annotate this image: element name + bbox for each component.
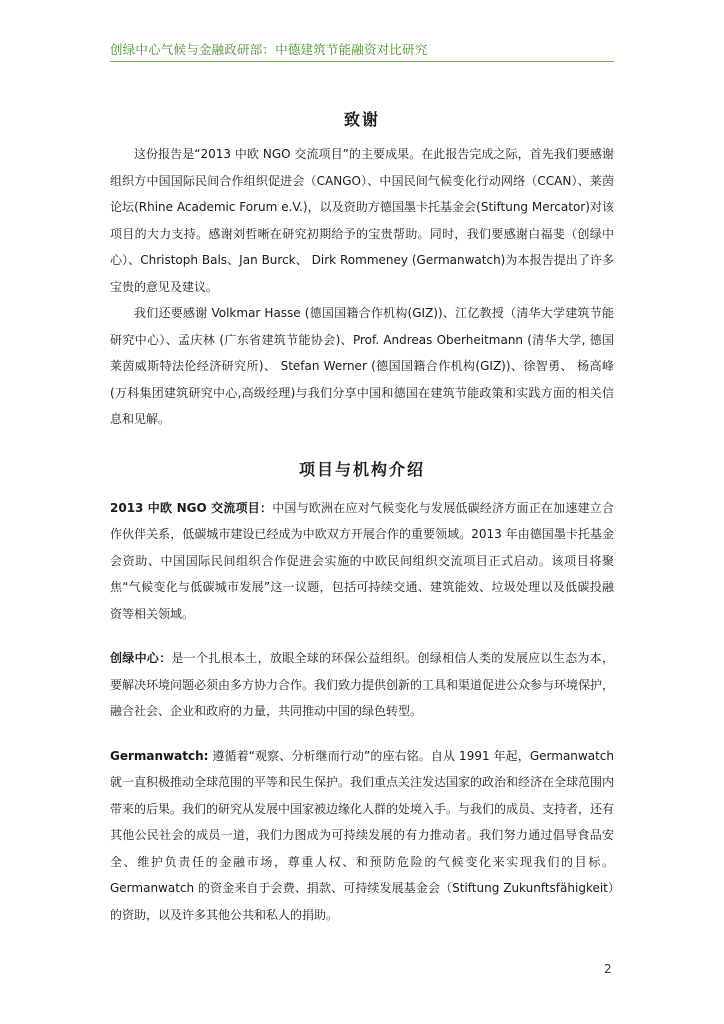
acknowledgements-title: 致谢	[343, 110, 380, 129]
institution-intro-cango-project	[110, 495, 614, 628]
institution-lead: 2013 中欧 NGO 交流项目：	[110, 500, 273, 515]
page-number: 2	[604, 962, 612, 976]
acknowledgements-paragraph-2: 我们还要感谢 Volkmar Hasse (德国国籍合作机构(GIZ))、江亿教授（清华大学建筑节能研究中心）、孟庆林 (广东省建筑节能协会)、Prof. Andreas Oberheitmann (清华大学, 德国莱茵威斯特法伦经济研究所)、 Stefan Werner (德国国籍合作机构(GIZ))、徐智勇、 杨高峰(万科集团建筑研究中心,高级经理)与我们分享中国和德国在建筑节能政策和实践方面的相关信息和见解。	[110, 306, 614, 426]
header-divider	[110, 61, 614, 62]
acknowledgements-paragraph-1: 这份报告是“2013 中欧 NGO 交流项目”的主要成果。在此报告完成之际，首先我们要感谢组织方中国国际民间合作组织促进会（CANGO）、中国民间气候变化行动网络（CCAN）、莱茵论坛(Rhine Academic Forum e.V.)，以及资助方德国墨卡托基金会(Stiftung Mercator)对该项目的大力支持。感谢刘哲晰在研究初期给予的宝贵帮助。同时，我们要感谢白福斐（创绿中心）、Christoph Bals、Jan Burck、 Dirk Rommeney (Germanwatch)为本报告提出了许多宝贵的意见及建议。	[110, 147, 614, 294]
institution-lead: 创绿中心：	[110, 651, 172, 665]
institution-intro-greenovation	[110, 645, 614, 725]
institution-text: 遵循着“观察、分析继而行动”的座右铭。自从 1991 年起，Germanwatch 就一直积极推动全球范围的平等和民生保护。我们重点关注发达国家的政治和经济在全球范围内带来的后果。我们的研究从发展中国家被边缘化人群的处境入手。与我们的成员、支持者，还有其他公民社会的成员一道，我们力图成为可持续发展的有力推动者。我们努力通过倡导食品安全、维护负责任的金融市场，尊重人权、和预防危险的气候变化来实现我们的目标。Germanwatch 的资金来自于会费、捐款、可持续发展基金会（Stiftung Zukunftsfähigkeit）的资助，以及许多其他公共和私人的捐助。	[110, 748, 615, 922]
institution-lead: Germanwatch:	[110, 748, 209, 763]
institution-text: 中国与欧洲在应对气候变化与发展低碳经济方面正在加速建立合作伙伴关系，低碳城市建设已经成为中欧双方开展合作的重要领域。2013 年由德国墨卡托基金会资助、中国国际民间组织合作促进会实施的中欧民间组织交流项目正式启动。该项目将聚焦“气候变化与低碳城市发展”这一议题，包括可持续交通、建筑能效、垃圾处理以及低碳投融资等相关领域。	[110, 500, 614, 621]
institutions-title: 项目与机构介绍	[298, 459, 425, 479]
page-body	[110, 105, 614, 928]
running-header: 创绿中心气候与金融政研部：中德建筑节能融资对比研究	[110, 42, 428, 57]
institution-intro-germanwatch	[110, 743, 614, 929]
institution-text: 是一个扎根本土，放眼全球的环保公益组织。创绿相信人类的发展应以生态为本，要解决环境问题必须由多方协力合作。我们致力提供创新的工具和渠道促进公众参与环境保护，融合社会、企业和政府的力量，共同推动中国的绿色转型。	[110, 651, 615, 718]
